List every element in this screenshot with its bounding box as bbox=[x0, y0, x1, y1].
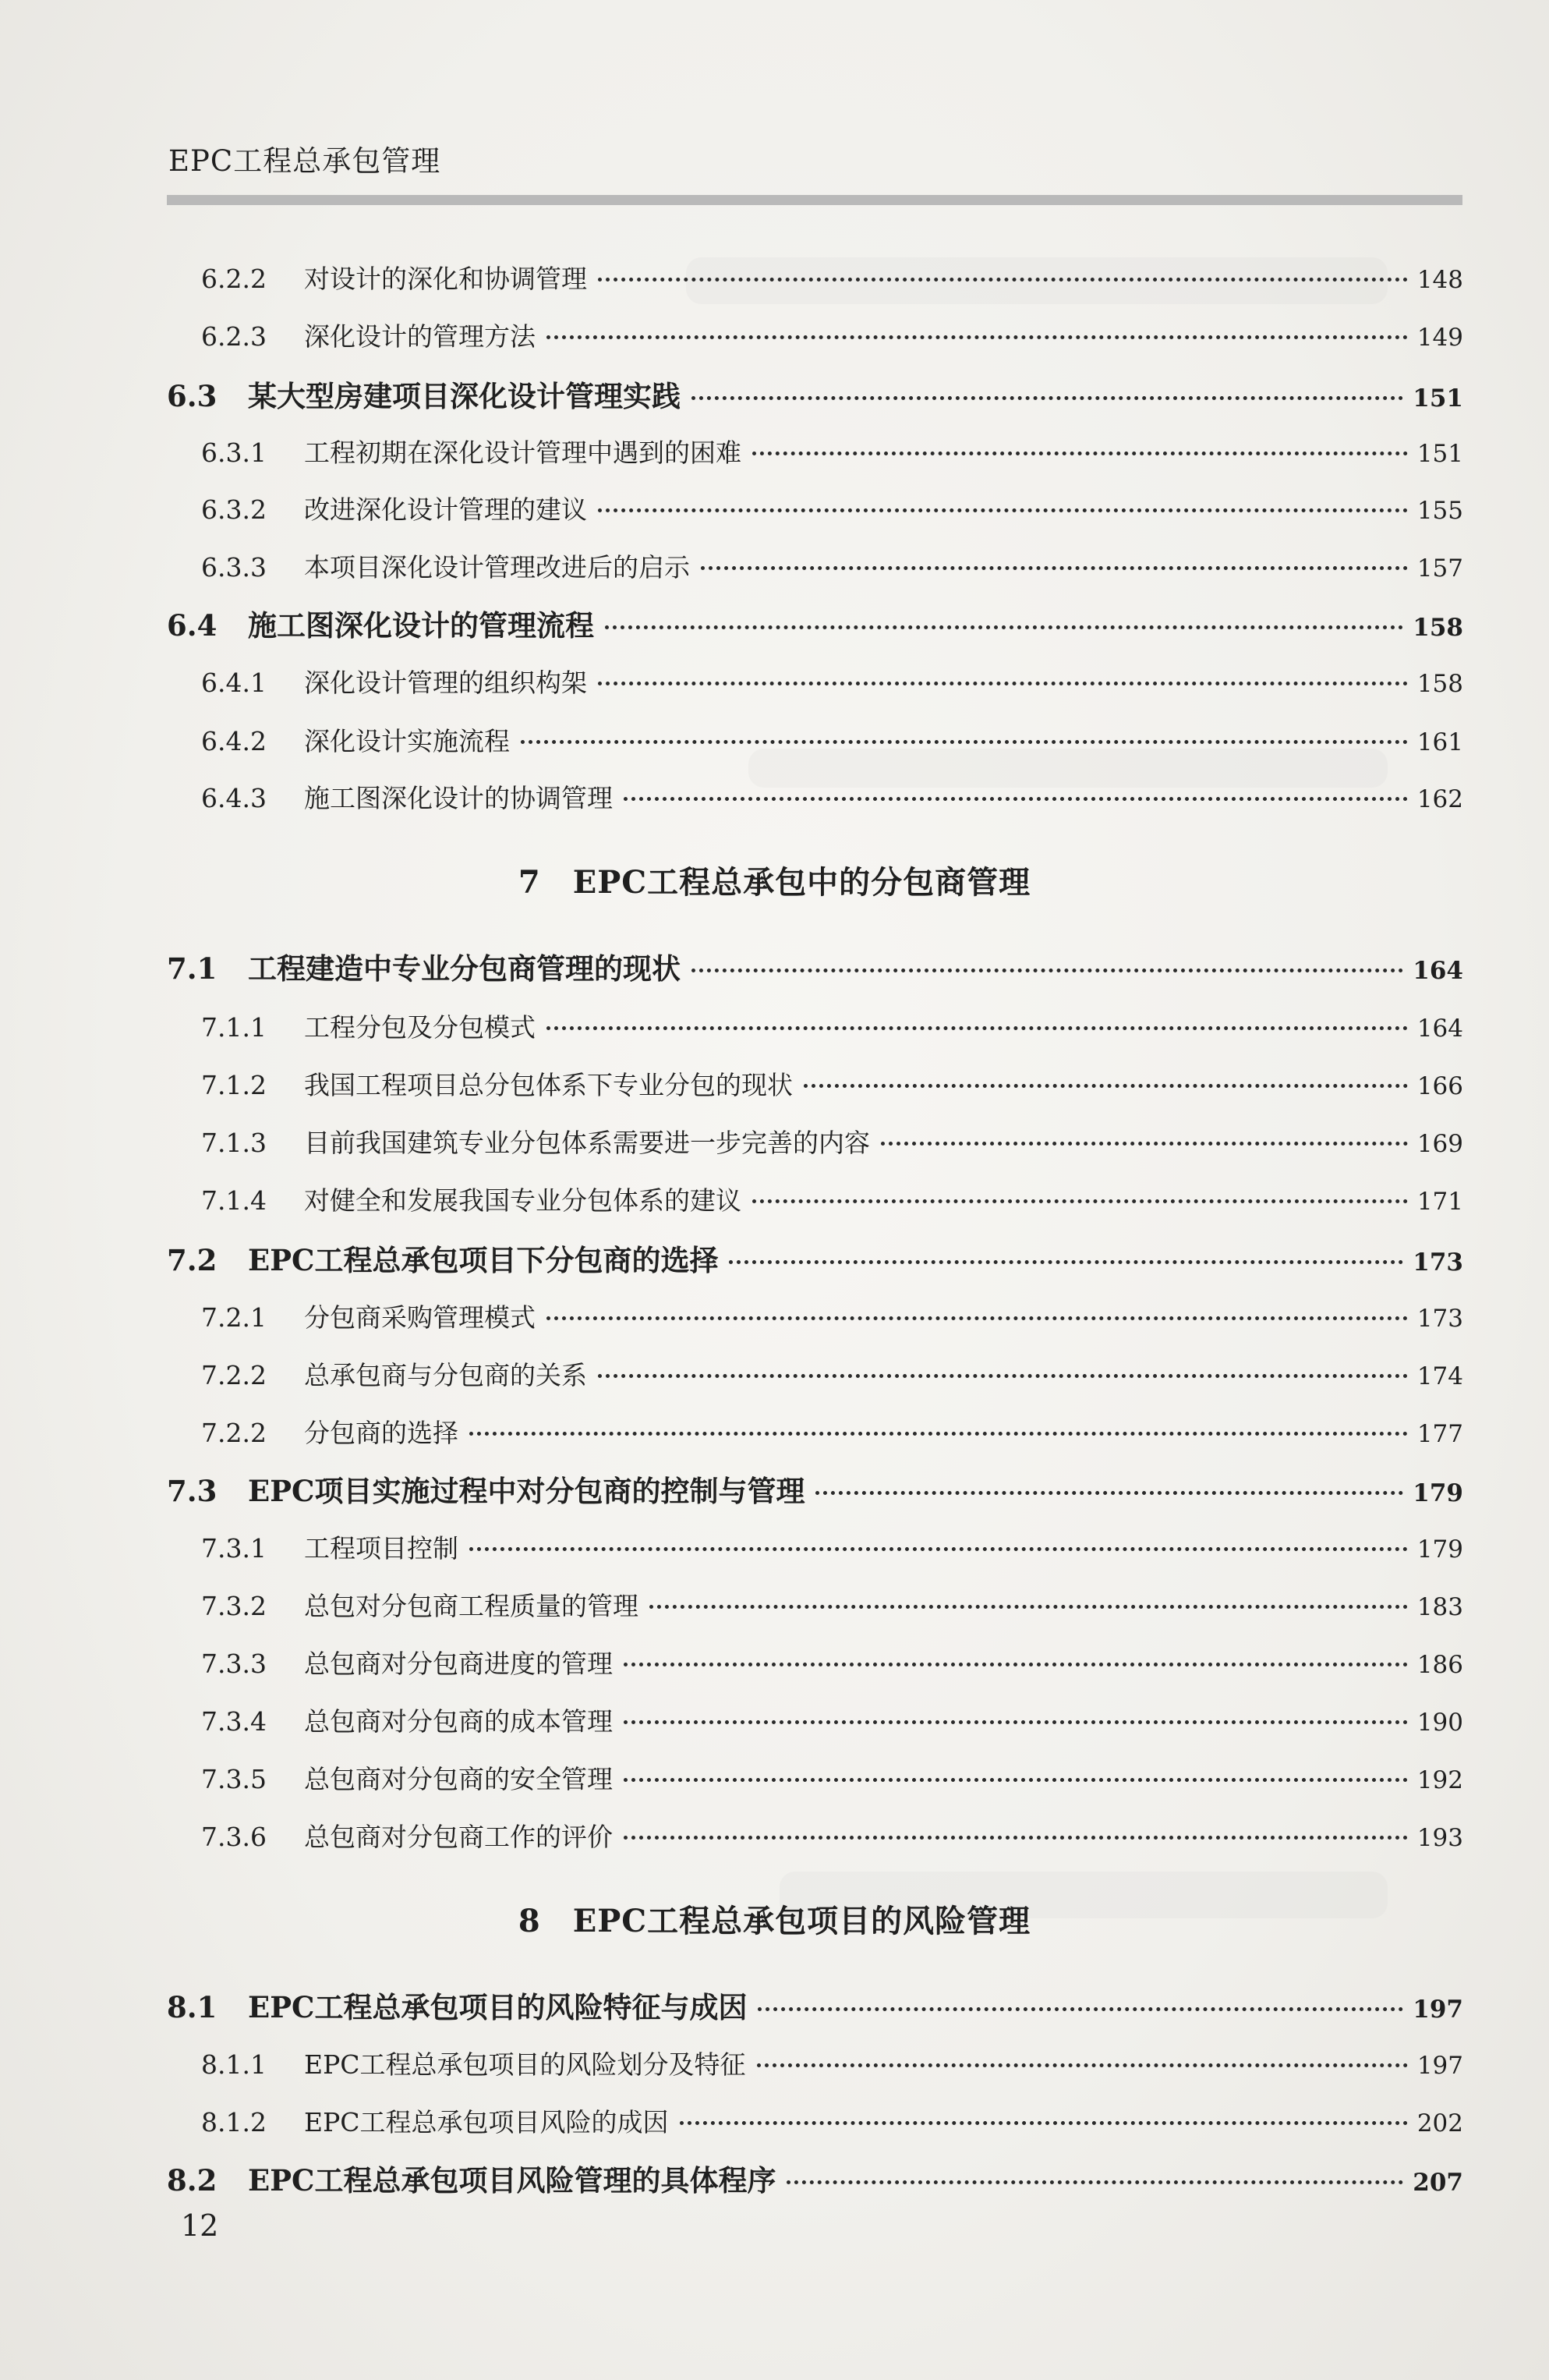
dot-leader bbox=[598, 1374, 1408, 1378]
entry-page: 166 bbox=[1416, 1072, 1463, 1100]
dot-leader bbox=[752, 452, 1408, 455]
toc-entry-6-3-3[interactable] bbox=[201, 547, 1463, 584]
entry-number: 7.3 bbox=[167, 1474, 217, 1508]
dot-leader bbox=[691, 396, 1403, 400]
entry-number: 7.2.2 bbox=[201, 1360, 267, 1390]
entry-title: EPC工程总承包项目的风险划分及特征 bbox=[304, 2049, 746, 2080]
toc-entry-7-3-6[interactable] bbox=[201, 1817, 1463, 1854]
entry-number: 6.3.2 bbox=[201, 494, 267, 525]
entry-page: 186 bbox=[1416, 1651, 1463, 1679]
entry-page: 151 bbox=[1416, 440, 1463, 468]
toc-entry-6-4-3[interactable] bbox=[201, 778, 1463, 815]
toc-entry-7-1-2[interactable] bbox=[201, 1065, 1463, 1102]
toc-entry-6-4[interactable] bbox=[167, 602, 1463, 644]
entry-number: 6.4.2 bbox=[201, 726, 267, 756]
dot-leader bbox=[881, 1142, 1408, 1146]
toc-entry-7-3-3[interactable] bbox=[201, 1644, 1463, 1681]
dot-leader bbox=[624, 1663, 1408, 1666]
dot-leader bbox=[729, 1260, 1403, 1264]
dot-leader bbox=[752, 1199, 1408, 1203]
entry-title: 改进深化设计管理的建议 bbox=[304, 494, 587, 525]
toc-entry-6-3-2[interactable] bbox=[201, 490, 1463, 526]
toc-entry-7-1-4[interactable] bbox=[201, 1181, 1463, 1217]
entry-page: 158 bbox=[1416, 670, 1463, 698]
entry-number: 7.1.2 bbox=[201, 1070, 267, 1100]
entry-title: 我国工程项目总分包体系下专业分包的现状 bbox=[304, 1070, 793, 1100]
toc-entry-6-3-1[interactable] bbox=[201, 433, 1463, 469]
entry-title: EPC工程总承包项目风险管理的具体程序 bbox=[248, 2163, 776, 2198]
entry-title: 总包商对分包商工作的评价 bbox=[304, 1822, 613, 1852]
toc-entry-8-2[interactable] bbox=[167, 2157, 1463, 2199]
toc-entry-7-1[interactable] bbox=[167, 945, 1463, 987]
toc-entry-8-1-1[interactable] bbox=[201, 2045, 1463, 2081]
entry-title: 工程建造中专业分包商管理的现状 bbox=[248, 951, 681, 986]
entry-number: 7.1.4 bbox=[201, 1185, 267, 1216]
entry-page: 164 bbox=[1413, 957, 1463, 985]
entry-page: 202 bbox=[1416, 2109, 1463, 2137]
entry-title: 总包对分包商工程质量的管理 bbox=[304, 1591, 638, 1621]
dot-leader bbox=[624, 797, 1408, 801]
entry-page: 169 bbox=[1416, 1130, 1463, 1158]
toc-entry-8-1-2[interactable] bbox=[201, 2102, 1463, 2139]
header-rule bbox=[167, 195, 1462, 205]
entry-page: 192 bbox=[1416, 1766, 1463, 1794]
entry-number: 6.4 bbox=[167, 608, 217, 643]
dot-leader bbox=[598, 682, 1408, 685]
dot-leader bbox=[691, 969, 1403, 972]
entry-page: 197 bbox=[1416, 2052, 1463, 2080]
entry-number: 7.3.6 bbox=[201, 1822, 267, 1852]
toc-entry-7-2-1[interactable] bbox=[201, 1298, 1463, 1334]
entry-page: 193 bbox=[1416, 1824, 1463, 1852]
entry-page: 148 bbox=[1416, 266, 1463, 294]
toc-entry-8-1[interactable] bbox=[167, 1984, 1463, 2026]
entry-number: 7.2.1 bbox=[201, 1302, 267, 1333]
entry-title: 工程项目控制 bbox=[304, 1533, 458, 1564]
dot-leader bbox=[598, 508, 1408, 512]
toc-entry-7-1-3[interactable] bbox=[201, 1123, 1463, 1160]
dot-leader bbox=[787, 2180, 1403, 2184]
entry-page: 171 bbox=[1416, 1188, 1463, 1216]
entry-number: 7.3.1 bbox=[201, 1533, 267, 1564]
entry-title: EPC项目实施过程中对分包商的控制与管理 bbox=[248, 1474, 805, 1508]
entry-page: 183 bbox=[1416, 1593, 1463, 1621]
dot-leader bbox=[546, 335, 1408, 339]
toc-entry-7-3-2[interactable] bbox=[201, 1586, 1463, 1623]
entry-title: 本项目深化设计管理改进后的启示 bbox=[304, 552, 690, 583]
entry-page: 157 bbox=[1416, 554, 1463, 583]
entry-page: 161 bbox=[1416, 728, 1463, 756]
entry-page: 177 bbox=[1416, 1420, 1463, 1448]
entry-number: 8.1.2 bbox=[201, 2107, 267, 2137]
entry-title: 对健全和发展我国专业分包体系的建议 bbox=[304, 1185, 741, 1216]
dot-leader bbox=[815, 1491, 1403, 1495]
dot-leader bbox=[757, 2063, 1408, 2067]
entry-number: 6.3.1 bbox=[201, 437, 267, 468]
entry-page: 151 bbox=[1413, 384, 1463, 413]
dot-leader bbox=[546, 1316, 1408, 1320]
entry-page: 190 bbox=[1416, 1709, 1463, 1737]
entry-page: 173 bbox=[1416, 1305, 1463, 1333]
entry-number: 8.2 bbox=[167, 2163, 217, 2198]
dot-leader bbox=[598, 278, 1408, 282]
dot-leader bbox=[701, 566, 1408, 570]
entry-number: 6.2.3 bbox=[201, 321, 267, 352]
entry-number: 6.3.3 bbox=[201, 552, 267, 583]
entry-title: 工程分包及分包模式 bbox=[304, 1012, 536, 1043]
entry-number: 7.3.4 bbox=[201, 1706, 267, 1737]
toc-entry-7-2[interactable] bbox=[167, 1237, 1463, 1279]
page-number: 12 bbox=[181, 2208, 219, 2243]
dot-leader bbox=[804, 1084, 1408, 1088]
entry-page: 179 bbox=[1416, 1535, 1463, 1564]
entry-number: 8.1.1 bbox=[201, 2049, 267, 2080]
toc-entry-7-2-2b[interactable] bbox=[201, 1413, 1463, 1450]
toc-entry-6-3[interactable] bbox=[167, 373, 1463, 415]
dot-leader bbox=[469, 1432, 1408, 1436]
dot-leader bbox=[624, 1778, 1408, 1782]
entry-title: 施工图深化设计的管理流程 bbox=[248, 608, 594, 643]
entry-title: 深化设计实施流程 bbox=[304, 726, 510, 756]
entry-page: 149 bbox=[1416, 324, 1463, 352]
entry-page: 174 bbox=[1416, 1362, 1463, 1390]
entry-number: 6.2.2 bbox=[201, 264, 267, 294]
toc-entry-7-3[interactable] bbox=[167, 1468, 1463, 1510]
entry-page: 197 bbox=[1413, 1996, 1463, 2024]
entry-number: 6.3 bbox=[167, 379, 217, 413]
entry-page: 164 bbox=[1416, 1015, 1463, 1043]
entry-number: 7.2 bbox=[167, 1243, 217, 1277]
dot-leader bbox=[521, 740, 1408, 744]
entry-title: 总包商对分包商的成本管理 bbox=[304, 1706, 613, 1737]
entry-number: 7.3.5 bbox=[201, 1764, 267, 1794]
entry-title: 总包商对分包商进度的管理 bbox=[304, 1649, 613, 1679]
entry-title: 总包商对分包商的安全管理 bbox=[304, 1764, 613, 1794]
entry-page: 158 bbox=[1413, 614, 1463, 642]
entry-number: 7.1 bbox=[167, 951, 217, 986]
entry-title: 对设计的深化和协调管理 bbox=[304, 264, 587, 294]
entry-title: EPC工程总承包项目下分包商的选择 bbox=[248, 1243, 719, 1277]
dot-leader bbox=[649, 1605, 1408, 1609]
entry-page: 207 bbox=[1413, 2169, 1463, 2197]
dot-leader bbox=[758, 2007, 1403, 2011]
toc-entry-6-4-1[interactable] bbox=[201, 663, 1463, 699]
toc-entry-7-3-4[interactable] bbox=[201, 1702, 1463, 1738]
entry-number: 7.3.3 bbox=[201, 1649, 267, 1679]
entry-title: 分包商采购管理模式 bbox=[304, 1302, 536, 1333]
dot-leader bbox=[624, 1836, 1408, 1840]
toc-entry-7-2-2[interactable] bbox=[201, 1355, 1463, 1392]
dot-leader bbox=[605, 625, 1403, 629]
toc-entry-6-2-2[interactable] bbox=[201, 259, 1463, 296]
entry-page: 155 bbox=[1416, 497, 1463, 525]
entry-title: 目前我国建筑专业分包体系需要进一步完善的内容 bbox=[304, 1128, 870, 1158]
entry-number: 6.4.1 bbox=[201, 668, 267, 698]
entry-number: 7.1.1 bbox=[201, 1012, 267, 1043]
entry-number: 7.1.3 bbox=[201, 1128, 267, 1158]
entry-title: 某大型房建项目深化设计管理实践 bbox=[248, 379, 681, 413]
entry-page: 173 bbox=[1413, 1248, 1463, 1277]
dot-leader bbox=[469, 1547, 1408, 1551]
entry-number: 7.2.2 bbox=[201, 1418, 267, 1448]
entry-title: 深化设计的管理方法 bbox=[304, 321, 536, 352]
entry-title: EPC工程总承包项目风险的成因 bbox=[304, 2107, 669, 2137]
entry-page: 179 bbox=[1413, 1479, 1463, 1507]
entry-title: 分包商的选择 bbox=[304, 1418, 458, 1448]
toc-entry-7-3-1[interactable] bbox=[201, 1528, 1463, 1565]
entry-title: 工程初期在深化设计管理中遇到的困难 bbox=[304, 437, 741, 468]
entry-title: 施工图深化设计的协调管理 bbox=[304, 783, 613, 813]
chapter-8-heading[interactable]: 8 EPC工程总承包项目的风险管理 bbox=[518, 1903, 1031, 1939]
entry-title: 总承包商与分包商的关系 bbox=[304, 1360, 587, 1390]
entry-title: 深化设计管理的组织构架 bbox=[304, 668, 587, 698]
toc-entry-6-4-2[interactable] bbox=[201, 721, 1463, 758]
toc-entry-6-2-3[interactable] bbox=[201, 317, 1463, 353]
entry-number: 6.4.3 bbox=[201, 783, 267, 813]
dot-leader bbox=[546, 1026, 1408, 1030]
entry-number: 8.1 bbox=[167, 1990, 217, 2024]
toc-entry-7-1-1[interactable] bbox=[201, 1008, 1463, 1044]
entry-page: 162 bbox=[1416, 785, 1463, 813]
dot-leader bbox=[624, 1720, 1408, 1724]
toc-entry-7-3-5[interactable] bbox=[201, 1759, 1463, 1796]
running-header: EPC工程总承包管理 bbox=[168, 144, 441, 178]
entry-title: EPC工程总承包项目的风险特征与成因 bbox=[248, 1990, 748, 2024]
chapter-7-heading[interactable]: 7 EPC工程总承包中的分包商管理 bbox=[518, 864, 1031, 901]
entry-number: 7.3.2 bbox=[201, 1591, 267, 1621]
dot-leader bbox=[680, 2121, 1408, 2125]
